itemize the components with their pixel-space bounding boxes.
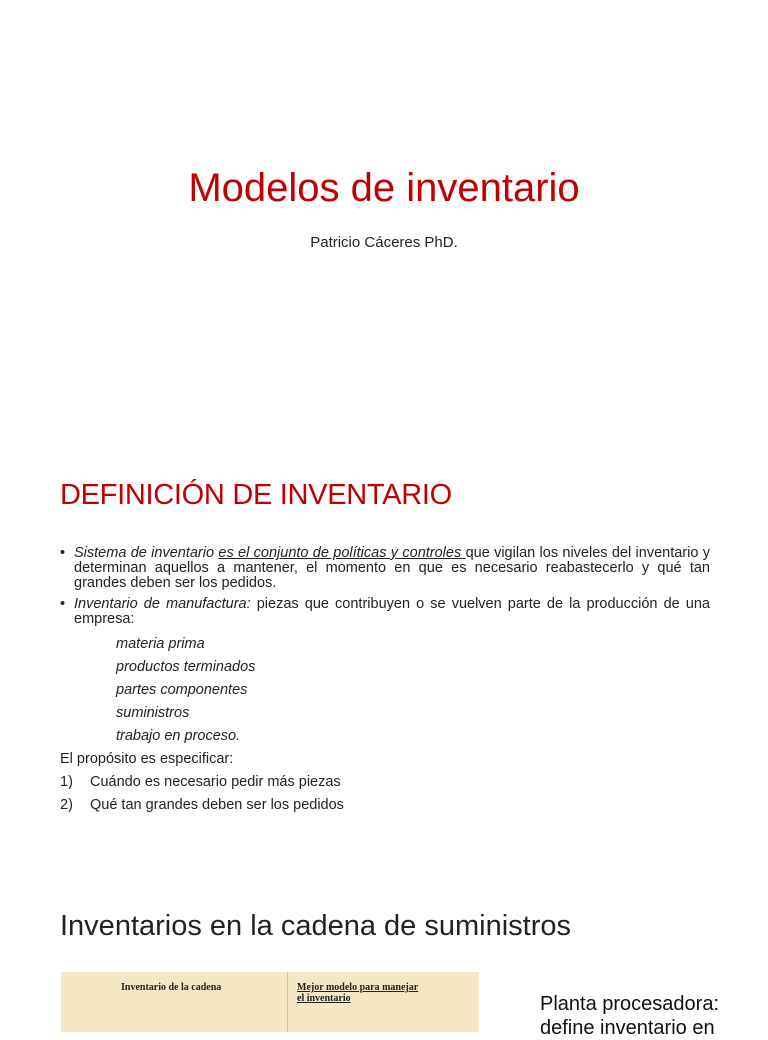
underlined-definition: es el conjunto de políticas y controles <box>218 545 466 561</box>
bullet-text: que vigilan los niveles del inventario y determinan aquellos a mantener, el momento en que es necesario reabastecerlo y qué tan grandes deben ser los pedidos. <box>74 545 711 591</box>
bullet-text: piezas que contribuyen o se vuelven parte de la producción de una empresa: <box>74 596 710 627</box>
side-note-line1: Planta procesadora: <box>540 993 720 1015</box>
item-number: 2) <box>60 797 73 813</box>
sub-list-item: partes componentes <box>116 682 248 698</box>
sub-list-item: productos terminados <box>116 659 256 675</box>
image-header-col2-line1: Mejor modelo para manejar <box>297 982 419 993</box>
sub-list-item: materia prima <box>116 636 205 652</box>
image-divider <box>287 972 288 1032</box>
image-header-col1: Inventario de la cadena <box>121 982 222 993</box>
purpose-text: El propósito es especificar: <box>60 751 234 767</box>
bullet-item <box>60 597 710 627</box>
side-note <box>540 992 740 1040</box>
item-text: Qué tan grandes deben ser los pedidos <box>90 797 344 813</box>
sub-list-item: suministros <box>116 705 190 721</box>
side-note-line2: define inventario en <box>540 1017 715 1039</box>
section-title: DEFINICIÓN DE INVENTARIO <box>60 479 452 511</box>
term-text: Inventario de manufactura: <box>74 596 251 612</box>
title-slide <box>0 0 768 432</box>
definition-slide <box>0 432 768 864</box>
presentation-title: Modelos de inventario <box>188 166 580 210</box>
table-image <box>61 972 479 1032</box>
section-title: Inventarios en la cadena de suministros <box>60 910 572 942</box>
sub-list-item: trabajo en proceso. <box>116 728 241 744</box>
numbered-item <box>60 771 710 794</box>
image-header-col2-line2: el inventario <box>297 993 351 1004</box>
bullet-item <box>60 546 710 591</box>
supply-chain-slide <box>0 864 768 1039</box>
numbered-item <box>60 794 710 817</box>
author-subtitle: Patricio Cáceres PhD. <box>310 234 458 251</box>
item-text: Cuándo es necesario pedir más piezas <box>90 774 341 790</box>
slide-body <box>60 546 710 817</box>
term-text: Sistema de inventario <box>74 545 219 561</box>
image-header-col2 <box>297 982 457 1004</box>
item-number: 1) <box>60 774 73 790</box>
